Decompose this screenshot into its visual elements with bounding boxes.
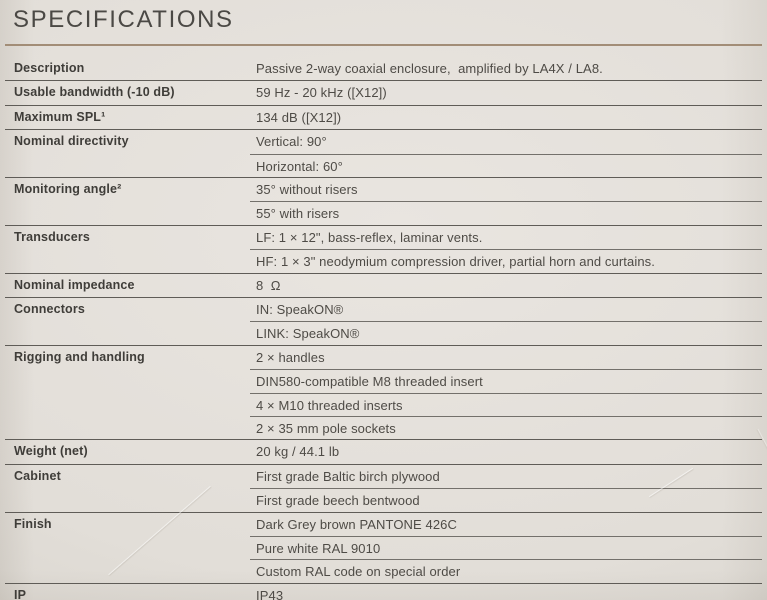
row-value: Vertical: 90° xyxy=(256,134,327,150)
table-row xyxy=(5,129,762,177)
row-value: 35° without risers xyxy=(256,182,358,197)
row-value: Horizontal: 60° xyxy=(250,154,762,177)
table-row xyxy=(5,57,762,80)
table-row xyxy=(5,439,762,463)
row-value: 2 × 35 mm pole sockets xyxy=(250,416,762,439)
row-label: Cabinet xyxy=(14,468,61,483)
row-values xyxy=(250,106,762,129)
row-value: 2 × handles xyxy=(256,349,325,365)
row-values xyxy=(250,346,762,440)
row-values xyxy=(250,130,762,177)
row-label: Finish xyxy=(14,516,52,531)
row-value: First grade Baltic birch plywood xyxy=(256,468,440,484)
row-value: 20 kg / 44.1 lb xyxy=(256,444,340,460)
row-value: Pure white RAL 9010 xyxy=(250,536,762,559)
table-row xyxy=(5,297,762,345)
row-value: First grade beech bentwood xyxy=(250,488,762,511)
row-label: Connectors xyxy=(14,301,85,316)
row-value: Passive 2-way coaxial enclosure, amplified by LA4X / LA8. xyxy=(256,61,603,76)
row-label: Monitoring angle² xyxy=(14,182,122,196)
row-values xyxy=(250,178,762,225)
row-value: DIN580-compatible M8 threaded insert xyxy=(250,369,762,392)
row-values xyxy=(250,81,762,104)
table-row xyxy=(5,512,762,583)
row-value: 4 × M10 threaded inserts xyxy=(250,393,762,416)
row-value: LINK: SpeakON® xyxy=(250,321,762,344)
row-label: Description xyxy=(14,61,85,75)
table-row xyxy=(5,80,762,104)
row-label: Nominal impedance xyxy=(14,277,135,292)
row-label: Usable bandwidth (-10 dB) xyxy=(14,85,175,100)
row-values xyxy=(250,274,762,297)
row-value: IN: SpeakON® xyxy=(256,301,344,317)
row-value: Dark Grey brown PANTONE 426C xyxy=(256,516,457,532)
row-value: 55° with risers xyxy=(250,201,762,224)
title-rule xyxy=(5,44,762,46)
row-label: Weight (net) xyxy=(14,444,88,459)
page-title: SPECIFICATIONS xyxy=(13,6,234,33)
row-value: HF: 1 × 3" neodymium compression driver, partial horn and curtains. xyxy=(250,249,762,272)
row-label: Rigging and handling xyxy=(14,349,145,364)
table-row xyxy=(5,105,762,129)
row-values xyxy=(250,513,762,583)
row-label: IP xyxy=(14,587,27,600)
row-value: 134 dB ([X12]) xyxy=(256,109,342,125)
table-row xyxy=(5,464,762,512)
row-label: Transducers xyxy=(14,229,90,244)
table-row xyxy=(5,273,762,297)
table-row xyxy=(5,177,762,225)
spec-table xyxy=(5,57,762,600)
row-values xyxy=(250,465,762,512)
row-values xyxy=(250,298,762,345)
row-label: Maximum SPL¹ xyxy=(14,109,106,124)
row-values xyxy=(250,440,762,463)
row-values xyxy=(250,57,762,80)
table-row xyxy=(5,583,762,600)
table-row xyxy=(5,345,762,440)
table-row xyxy=(5,225,762,273)
row-values xyxy=(250,226,762,273)
row-value: 8 Ω xyxy=(256,277,281,293)
row-value: IP43 xyxy=(256,587,284,600)
row-value: 59 Hz - 20 kHz ([X12]) xyxy=(256,85,387,101)
row-values xyxy=(250,584,762,600)
row-value: Custom RAL code on special order xyxy=(250,559,762,582)
row-value: LF: 1 × 12", bass-reflex, laminar vents. xyxy=(256,229,483,245)
row-label: Nominal directivity xyxy=(14,134,129,149)
